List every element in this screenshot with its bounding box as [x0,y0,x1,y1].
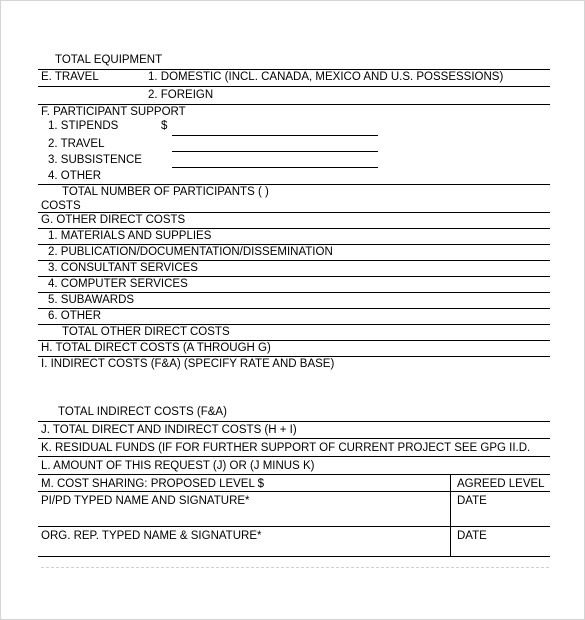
computer-services-label: 4. COMPUTER SERVICES [48,278,188,290]
consultant-label: 3. CONSULTANT SERVICES [48,262,198,274]
org-rep-signature-label: ORG. REP. TYPED NAME & SIGNATURE* [41,530,262,542]
subsistence-amount-line[interactable] [172,167,378,168]
participant-travel-label: 2. TRAVEL [48,138,105,150]
amount-of-request-label: L. AMOUNT OF THIS REQUEST (J) OR (J MINUS K) [41,460,315,472]
g-other-label: 6. OTHER [48,310,102,322]
rule-domestic [38,86,550,87]
stipends-label: 1. STIPENDS [48,120,119,132]
pi-pd-signature-label: PI/PD TYPED NAME AND SIGNATURE* [41,495,250,507]
date-column-divider [450,475,451,557]
foreign-travel-label: 2. FOREIGN [148,89,214,101]
other-direct-costs-label: G. OTHER DIRECT COSTS [41,214,186,226]
participant-support-label: F. PARTICIPANT SUPPORT [41,106,186,118]
total-participants-label: TOTAL NUMBER OF PARTICIPANTS ( ) [62,186,269,198]
stipends-currency: $ [161,120,168,132]
participant-travel-amount-line[interactable] [172,151,378,152]
rule-subawards [38,308,550,309]
rule-org-rep [38,556,550,557]
travel-section-label: E. TRAVEL [41,71,99,83]
materials-label: 1. MATERIALS AND SUPPLIES [48,230,212,242]
rule-pi-pd [38,526,550,527]
pi-date-label: DATE [457,495,487,507]
rule-k [38,456,550,457]
faded-footer-rule [41,567,549,568]
total-direct-costs-label: H. TOTAL DIRECT COSTS (A THROUGH G) [41,342,271,354]
total-other-direct-costs-label: TOTAL OTHER DIRECT COSTS [62,326,230,338]
rule-j [38,438,550,439]
rule-i-total [38,421,550,422]
stipends-amount-line[interactable] [172,135,378,136]
total-indirect-costs-label: TOTAL INDIRECT COSTS (F&A) [58,406,227,418]
residual-funds-label: K. RESIDUAL FUNDS (IF FOR FURTHER SUPPORT OF CURRENT PROJECT SEE GPG II.D. [41,442,531,454]
subsistence-label: 3. SUBSISTENCE [48,154,142,166]
cost-sharing-label: M. COST SHARING: PROPOSED LEVEL $ [41,478,265,490]
org-date-label: DATE [457,530,487,542]
publication-label: 2. PUBLICATION/DOCUMENTATION/DISSEMINATION [48,246,333,258]
rule-l [38,474,550,475]
agreed-level-label: AGREED LEVEL [457,478,545,490]
total-equipment-label: TOTAL EQUIPMENT [55,54,163,66]
indirect-costs-label: I. INDIRECT COSTS (F&A) (SPECIFY RATE AND BASE) [41,358,335,370]
total-direct-indirect-label: J. TOTAL DIRECT AND INDIRECT COSTS (H + I) [41,424,297,436]
participant-other-label: 4. OTHER [48,170,102,182]
rule-m [38,491,550,492]
participant-costs-label: COSTS [41,200,81,212]
subawards-label: 5. SUBAWARDS [48,294,135,306]
domestic-travel-label: 1. DOMESTIC (INCL. CANADA, MEXICO AND U.S. POSSESSIONS) [148,71,504,83]
